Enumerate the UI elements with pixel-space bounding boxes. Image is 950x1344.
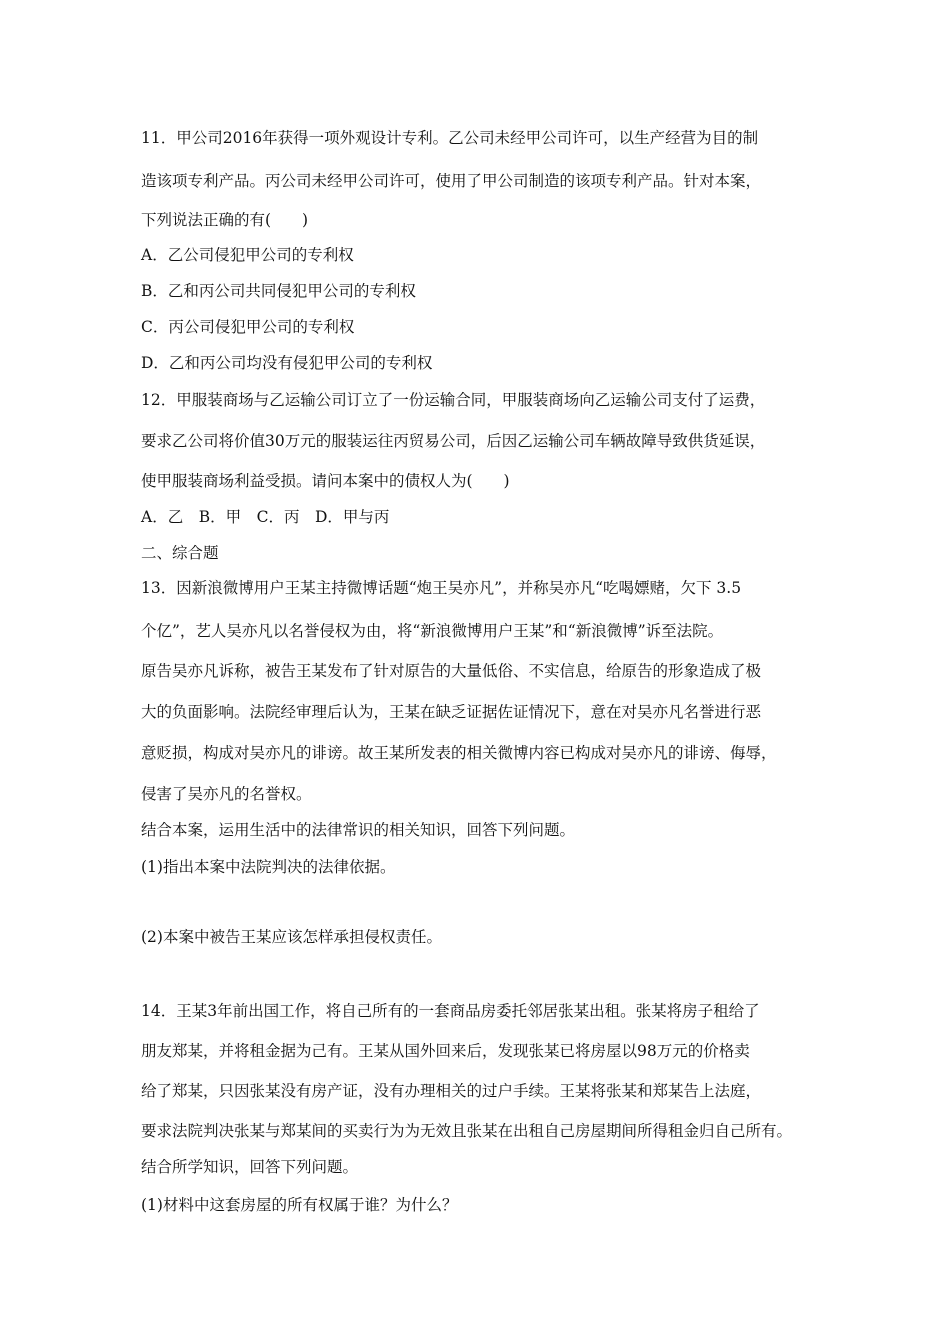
q14-stem-line-2: 朋友郑某，并将租金据为己有。王某从国外回来后，发现张某已将房屋以98万元的价格卖 <box>141 1042 750 1060</box>
q12-stem-line-1: 12．甲服装商场与乙运输公司订立了一份运输合同，甲服装商场向乙运输公司支付了运费， <box>141 391 766 409</box>
q12-stem-line-2: 要求乙公司将价值30万元的服装运往丙贸易公司，后因乙运输公司车辆故障导致供货延误， <box>141 432 766 450</box>
q14-sub-question-1: (1)材料中这套房屋的所有权属于谁？为什么？ <box>141 1196 458 1214</box>
q11-stem-line-2: 造该项专利产品。丙公司未经甲公司许可，使用了甲公司制造的该项专利产品。针对本案， <box>141 172 762 190</box>
q14-stem-line-5: 结合所学知识，回答下列问题。 <box>141 1158 359 1176</box>
q11-option-a: A．乙公司侵犯甲公司的专利权 <box>141 246 354 264</box>
q12-stem-line-3: 使甲服装商场利益受损。请问本案中的债权人为( ) <box>141 472 510 490</box>
section-title: 二、综合题 <box>141 544 219 562</box>
q11-stem-line-1: 11．甲公司2016年获得一项外观设计专利。乙公司未经甲公司许可，以生产经营为目的制 <box>141 129 759 147</box>
q11-option-c: C．丙公司侵犯甲公司的专利权 <box>141 318 355 336</box>
q13-sub-question-2: (2)本案中被告王某应该怎样承担侵权责任。 <box>141 928 442 946</box>
q11-option-b: B．乙和丙公司共同侵犯甲公司的专利权 <box>141 282 416 300</box>
q13-stem-line-5: 意贬损，构成对吴亦凡的诽谤。故王某所发表的相关微博内容已构成对吴亦凡的诽谤、侮辱， <box>141 744 777 762</box>
q13-stem-line-7: 结合本案，运用生活中的法律常识的相关知识，回答下列问题。 <box>141 821 576 839</box>
q11-stem-line-3: 下列说法正确的有( ) <box>141 211 309 229</box>
q13-stem-line-4: 大的负面影响。法院经审理后认为，王某在缺乏证据佐证情况下，意在对吴亦凡名誉进行恶 <box>141 703 762 721</box>
q14-stem-line-3: 给了郑某，只因张某没有房产证，没有办理相关的过户手续。王某将张某和郑某告上法庭， <box>141 1082 762 1100</box>
q13-sub-question-1: (1)指出本案中法院判决的法律依据。 <box>141 858 396 876</box>
q11-option-d: D．乙和丙公司均没有侵犯甲公司的专利权 <box>141 354 433 372</box>
q13-stem-line-3: 原告吴亦凡诉称，被告王某发布了针对原告的大量低俗、不实信息，给原告的形象造成了极 <box>141 662 762 680</box>
q12-options: A．乙 B．甲 C．丙 D．甲与丙 <box>141 508 390 526</box>
q14-stem-line-1: 14．王某3年前出国工作，将自己所有的一套商品房委托邻居张某出租。张某将房子租给了 <box>141 1002 760 1020</box>
q14-stem-line-4: 要求法院判决张某与郑某间的买卖行为为无效且张某在出租自己房屋期间所得租金归自己所有。 <box>141 1122 793 1140</box>
q13-stem-line-1: 13．因新浪微博用户王某主持微博话题“炮王吴亦凡”，并称吴亦凡“吃喝嫖赌，欠下 3.5 <box>141 579 742 597</box>
q13-stem-line-2: 个亿”，艺人吴亦凡以名誉侵权为由，将“新浪微博用户王某”和“新浪微博”诉至法院。 <box>141 622 724 640</box>
q13-stem-line-6: 侵害了吴亦凡的名誉权。 <box>141 785 312 803</box>
